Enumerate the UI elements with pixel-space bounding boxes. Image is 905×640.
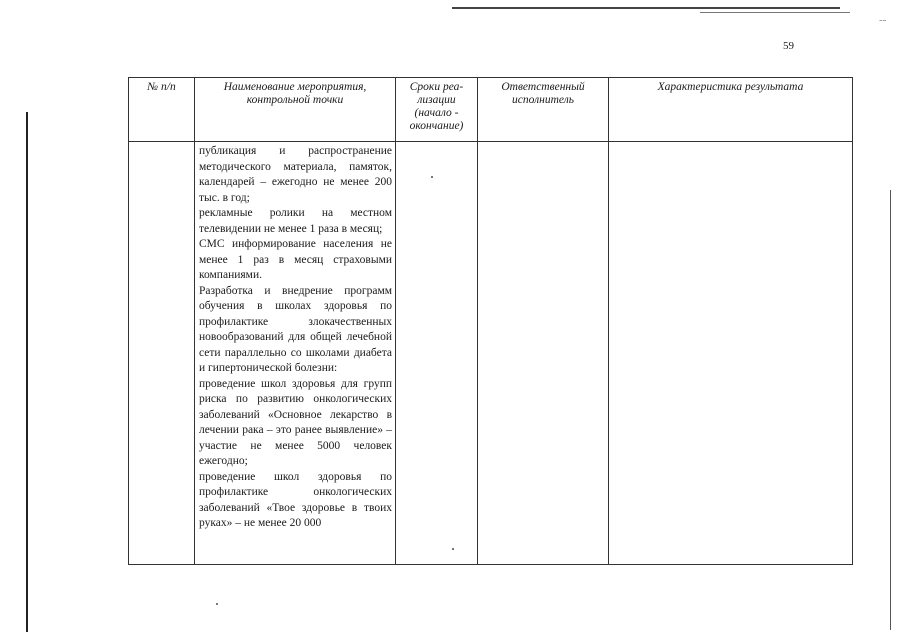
scan-artifact-edge <box>890 190 891 630</box>
activity-paragraph: проведение школ здоровья для групп риска по развитию онкологических заболеваний «Основное лекарство в лечении рака – это ранее выявление» – участие не менее 5000 человек ежегодно; <box>199 377 392 467</box>
scan-artifact-line <box>452 7 840 9</box>
header-result: Характеристика результата <box>609 78 853 142</box>
activity-paragraph: рекламные ролики на местном телевидении не менее 1 раза в месяц; <box>199 207 392 235</box>
header-period: Сроки реа-лизации (начало - окончание) <box>396 78 478 142</box>
activity-paragraph: публикация и распространение методического материала, памяток, календарей – ежегодно не менее 200 тыс. в год; <box>199 145 392 204</box>
scan-artifact-line <box>700 12 850 13</box>
activity-paragraph: проведение школ здоровья по профилактике онкологических заболеваний «Твое здоровье в твоих руках» – не менее 20 000 <box>199 470 392 529</box>
scan-artifact-mark: -- <box>879 14 887 26</box>
header-activity-name: Наименование мероприятия, контрольной точки <box>195 78 396 142</box>
page-number: 59 <box>783 40 794 52</box>
cell-period <box>396 142 478 565</box>
table-header-row <box>129 78 853 142</box>
scan-artifact-edge <box>26 112 28 632</box>
header-number: № п/п <box>129 78 195 142</box>
cell-result <box>609 142 853 565</box>
activity-paragraph: Разработка и внедрение программ обучения в школах здоровья по профилактике злокачественных новообразований для общей лечебной сети параллельно со школами диабета и гипертонической болезни: <box>199 284 392 374</box>
scan-artifact-dot <box>216 603 218 605</box>
measures-table <box>128 77 853 565</box>
cell-responsible <box>478 142 609 565</box>
cell-activity-name <box>195 142 396 565</box>
header-responsible: Ответственный исполнитель <box>478 78 609 142</box>
table-row <box>129 142 853 565</box>
activity-description <box>195 142 395 564</box>
cell-number <box>129 142 195 565</box>
activity-paragraph: СМС информирование населения не менее 1 раз в месяц страховыми компаниями. <box>199 238 392 281</box>
